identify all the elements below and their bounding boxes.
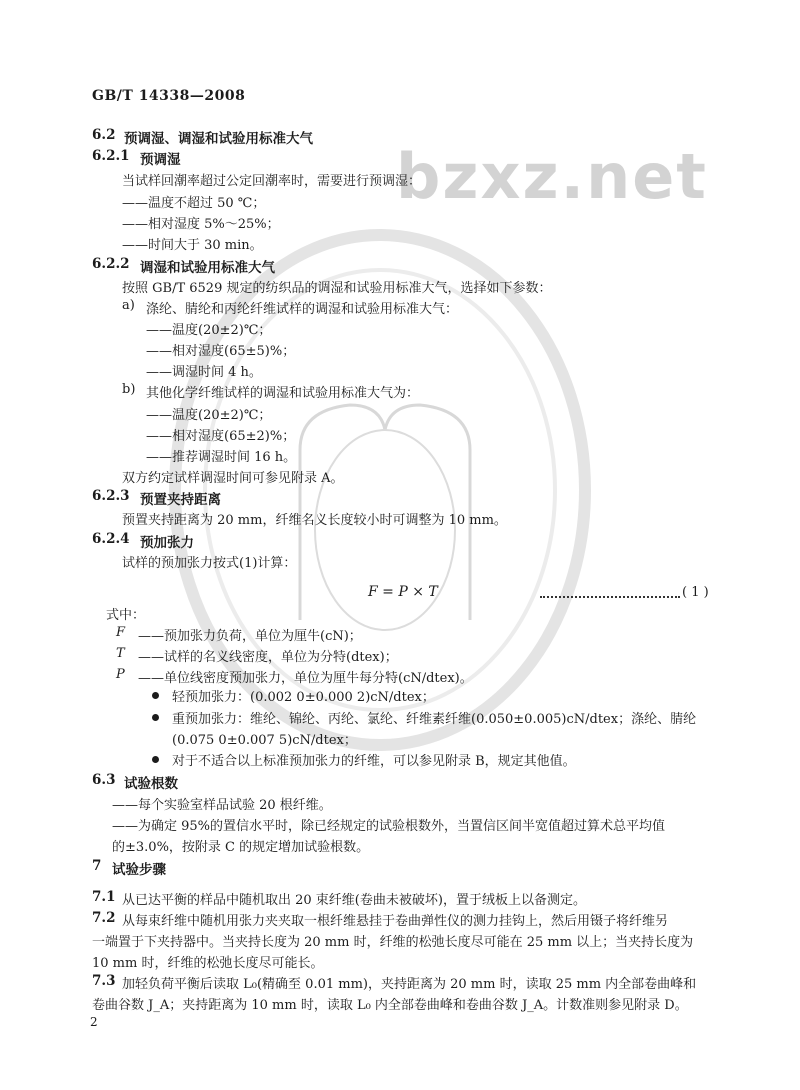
text-line: 一端置于下夹持器中。当夹持长度为 20 mm 时，纤维的松弛长度尽可能在 25 mm 以上；当夹持长度为 — [92, 935, 694, 950]
section-6-2-4-title: 预加张力 — [140, 535, 194, 551]
formula-leader — [540, 596, 680, 598]
text-line: 按照 GB/T 6529 规定的纺织品的调湿和试验用标准大气，选择如下参数： — [122, 281, 552, 296]
section-6-2-3-title: 预置夹持距离 — [140, 492, 221, 508]
section-6-2-4-num: 6.2.4 — [92, 531, 130, 547]
bullet-icon — [152, 756, 159, 763]
section-7-3-num: 7.3 — [92, 973, 116, 989]
section-6-2-2-title: 调湿和试验用标准大气 — [140, 260, 275, 276]
section-6-2-1-num: 6.2.1 — [92, 148, 130, 164]
section-6-2-title: 预调湿、调湿和试验用标准大气 — [124, 131, 313, 147]
section-6-3-title: 试验根数 — [124, 776, 178, 792]
list-item: 的±3.0%，按附录 C 的规定增加试验根数。 — [112, 840, 370, 855]
variable-symbol: P — [116, 667, 125, 682]
section-6-2-1-title: 预调湿 — [140, 152, 181, 168]
text-line: 预置夹持距离为 20 mm，纤维名义长度较小时可调整为 10 mm。 — [122, 513, 507, 528]
section-7-1-num: 7.1 — [92, 889, 116, 905]
variable-desc: ——单位线密度预加张力，单位为厘牛每分特(cN/dtex)。 — [138, 671, 473, 686]
formula: F = P × T — [368, 584, 438, 600]
watermark-text: bzxz.net — [396, 140, 708, 213]
text-line: 双方约定试样调湿时间可参见附录 A。 — [122, 471, 344, 486]
bullet-icon — [152, 714, 159, 721]
equation-number: ( 1 ) — [682, 585, 709, 600]
list-item: ——为确定 95%的置信水平时，除已经规定的试验根数外，当置信区间半宽值超过算术总平均值 — [112, 819, 666, 834]
section-7-num: 7 — [92, 858, 102, 874]
text-line: 加轻负荷平衡后读取 L₀(精确至 0.01 mm)，夹持距离为 20 mm 时，读取 25 mm 内全部卷曲峰和 — [122, 977, 697, 992]
list-item: ——相对湿度(65±2)%； — [146, 429, 296, 444]
list-item: ——调湿时间 4 h。 — [146, 365, 262, 380]
list-item: ——推荐调湿时间 16 h。 — [146, 450, 297, 465]
bullet-text: 对于不适合以上标准预加张力的纤维，可以参见附录 B，规定其他值。 — [172, 754, 576, 769]
list-item: ——每个实验室样品试验 20 根纤维。 — [112, 798, 332, 813]
text-line: 卷曲谷数 J_A；夹持距离为 10 mm 时，读取 L₀ 内全部卷曲峰和卷曲谷数 J_A。计数准则参见附录 D。 — [92, 998, 688, 1013]
text-line: 涤纶、腈纶和丙纶纤维试样的调湿和试验用标准大气： — [146, 302, 459, 317]
section-6-2-num: 6.2 — [92, 127, 116, 143]
list-item: ——温度(20±2)℃； — [146, 323, 272, 338]
list-item: ——相对湿度 5%～25%； — [122, 217, 280, 232]
section-6-2-3-num: 6.2.3 — [92, 488, 130, 504]
text-line: 试样的预加张力按式(1)计算： — [122, 556, 297, 571]
bullet-text: (0.075 0±0.007 5)cN/dtex； — [172, 733, 357, 748]
variable-desc: ——预加张力负荷，单位为厘牛(cN)； — [138, 629, 362, 644]
standard-number: GB/T 14338—2008 — [92, 88, 246, 104]
bullet-text: 重预加张力：维纶、锦纶、丙纶、氯纶、纤维素纤维(0.050±0.005)cN/dtex；涤纶、腈纶 — [172, 712, 697, 727]
list-label: b) — [122, 382, 136, 397]
variable-desc: ——试样的名义线密度，单位为分特(dtex)； — [138, 650, 398, 665]
section-7-2-num: 7.2 — [92, 910, 116, 926]
section-6-2-2-num: 6.2.2 — [92, 256, 130, 272]
variable-symbol: T — [116, 646, 125, 661]
list-item: ——时间大于 30 min。 — [122, 238, 263, 253]
list-item: ——温度不超过 50 ℃； — [122, 196, 266, 211]
page-number: 2 — [90, 1015, 98, 1029]
list-item: ——相对湿度(65±5)%； — [146, 344, 296, 359]
text-line: 式中： — [106, 608, 146, 623]
text-line: 从已达平衡的样品中随机取出 20 束纤维(卷曲未被破坏)，置于绒板上以备测定。 — [122, 893, 586, 908]
section-6-3-num: 6.3 — [92, 772, 116, 788]
text-line: 其他化学纤维试样的调湿和试验用标准大气为： — [146, 386, 420, 401]
bullet-icon — [152, 692, 159, 699]
text-line: 从每束纤维中随机用张力夹夹取一根纤维悬挂于卷曲弹性仪的测力挂钩上，然后用镊子将纤维另 — [122, 914, 669, 929]
list-label: a) — [122, 298, 135, 313]
text-line: 当试样回潮率超过公定回潮率时，需要进行预调湿： — [122, 174, 422, 189]
bullet-text: 轻预加张力：(0.002 0±0.000 2)cN/dtex； — [172, 690, 435, 705]
text-line: 10 mm 时，纤维的松弛长度尽可能长。 — [92, 956, 324, 971]
variable-symbol: F — [116, 625, 126, 640]
list-item: ——温度(20±2)℃； — [146, 408, 272, 423]
section-7-title: 试验步骤 — [112, 862, 166, 878]
